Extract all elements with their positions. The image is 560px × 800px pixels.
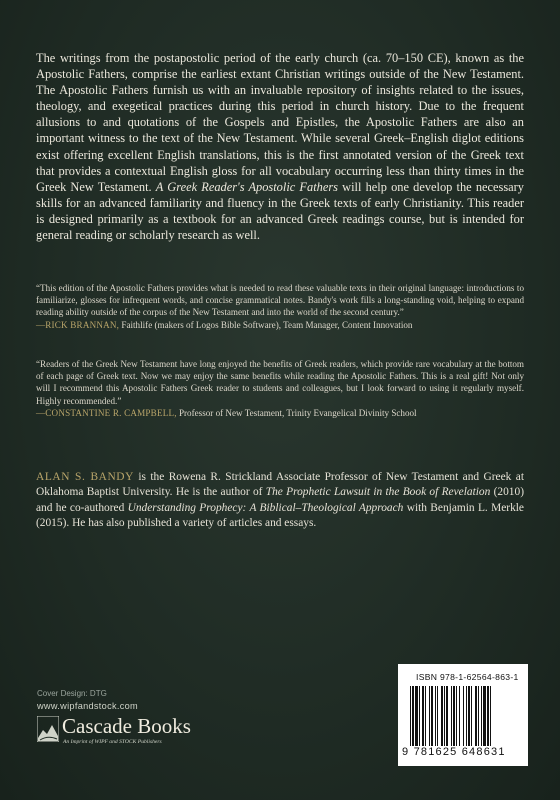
barcode-bar (459, 686, 460, 746)
endorsement-2 (36, 358, 524, 419)
endorser-role: Professor of New Testament, Trinity Evangelical Divinity School (176, 407, 417, 418)
barcode-bar (481, 686, 482, 746)
publisher-website[interactable]: www.wipfandstock.com (37, 701, 138, 711)
publisher-logo-icon (37, 716, 59, 742)
barcode-bar (435, 686, 436, 746)
barcode-bar (471, 686, 472, 746)
barcode-bar (483, 686, 486, 746)
isbn-number: ISBN 978-1-62564-863-1 (416, 672, 519, 682)
barcode-bar (422, 686, 424, 746)
barcode-bar (463, 686, 464, 746)
barcode-bar (431, 686, 433, 746)
barcode-bar (487, 686, 489, 746)
blurb-book-title: A Greek Reader's Apostolic Fathers (155, 179, 338, 194)
barcode-bar (425, 686, 426, 746)
endorser-name: —RICK BRANNAN, (36, 319, 120, 330)
barcode-bar (478, 686, 479, 746)
barcode-bar (415, 686, 418, 746)
barcode-bar (451, 686, 452, 746)
blurb-text-1: The writings from the postapostolic period of the early church (ca. 70–150 CE), known as the Apostolic Fathers, comprise the earliest extant Christian writings outside of the New Testament. The Apostolic Fathers furnish us with an invaluable repository of insights related to the issues, theology, and exegetical practices during this period in church history. Due to the frequent allusions to and quotations of the Gospels and Epistles, the Apostolic Fathers are also an important witness to the text of the New Testament. While several Greek–English diglot editions exist offering excellent English translations, this is the first annotated version of the Greek text that provides a contextual English gloss for all vocabulary occurring less than thirty times in the Greek New Testament. (36, 51, 524, 194)
barcode-bar (444, 686, 445, 746)
barcode-bar (466, 686, 467, 746)
barcode-bar (453, 686, 455, 746)
cover-design-credit: Cover Design: DTG (37, 689, 107, 698)
barcode-bar (429, 686, 430, 746)
description-blurb (36, 50, 524, 243)
author-bio (36, 470, 524, 532)
publisher-logo (37, 714, 227, 754)
author-book-2: Understanding Prophecy: A Biblical–Theological Approach (127, 501, 404, 514)
endorser-name: —CONSTANTINE R. CAMPBELL, (36, 407, 177, 418)
author-name: ALAN S. BANDY (36, 471, 134, 483)
barcode-bar (441, 686, 443, 746)
barcode-bar (490, 686, 491, 746)
endorsement-attribution (36, 407, 524, 419)
author-bio-text: (2010) and he co-authored (36, 486, 524, 514)
barcode-bars (410, 686, 516, 746)
author-book-1: The Prophetic Lawsuit in the Book of Revelation (265, 486, 491, 499)
publisher-name: Cascade Books (62, 714, 191, 738)
barcode-bar (412, 686, 414, 746)
author-bio-text: is the Rowena R. Strickland Associate Professor of New Testament and Greek at Oklahoma Baptist University. He is the author of (36, 471, 524, 499)
endorsement-1 (36, 282, 524, 331)
isbn-barcode (398, 664, 528, 766)
endorsement-quote: “Readers of the Greek New Testament have long enjoyed the benefits of Greek readers, which provide rare vocabulary at the bottom of each page of Greek text. Now we may enjoy the same benefits while reading the Apostolic Fathers. This is a real gift! Not only will I recommend this Apostolic Fathers Greek reader to students and colleagues, but I look forward to using it regularly myself. Highly recommended.” (36, 359, 524, 406)
endorser-role: Faithlife (makers of Logos Bible Software), Team Manager, Content Innovation (119, 319, 413, 330)
barcode-bar (446, 686, 448, 746)
barcode-digits: 9 781625 648631 (402, 746, 506, 758)
barcode-bar (456, 686, 457, 746)
blurb-text-2: will help one develop the necessary skills for an advanced familiarity and fluency in the Greek texts of early Christianity. This reader is designed primarily as a textbook for an advanced Greek readings course, but is intended for general reading or scholarly research as well. (36, 179, 524, 243)
publisher-imprint: An Imprint of WIPF and STOCK Publishers (63, 739, 162, 745)
endorsement-quote: “This edition of the Apostolic Fathers provides what is needed to read these valuable texts in their original language: introductions to familiarize, glosses for infrequent words, and concise grammatical notes. Bandy's work fills a long-standing void, helping to expand reading ability outside of the corpus of the New Testament and into the world of the second century.” (36, 283, 524, 318)
barcode-bar (468, 686, 470, 746)
barcode-bar (475, 686, 477, 746)
barcode-bar (437, 686, 438, 746)
barcode-bar (410, 686, 411, 746)
barcode-bar (419, 686, 420, 746)
author-bio-text: with Benjamin L. Merkle (2015). He has also published a variety of articles and essays. (36, 501, 524, 530)
endorsement-attribution (36, 319, 524, 331)
